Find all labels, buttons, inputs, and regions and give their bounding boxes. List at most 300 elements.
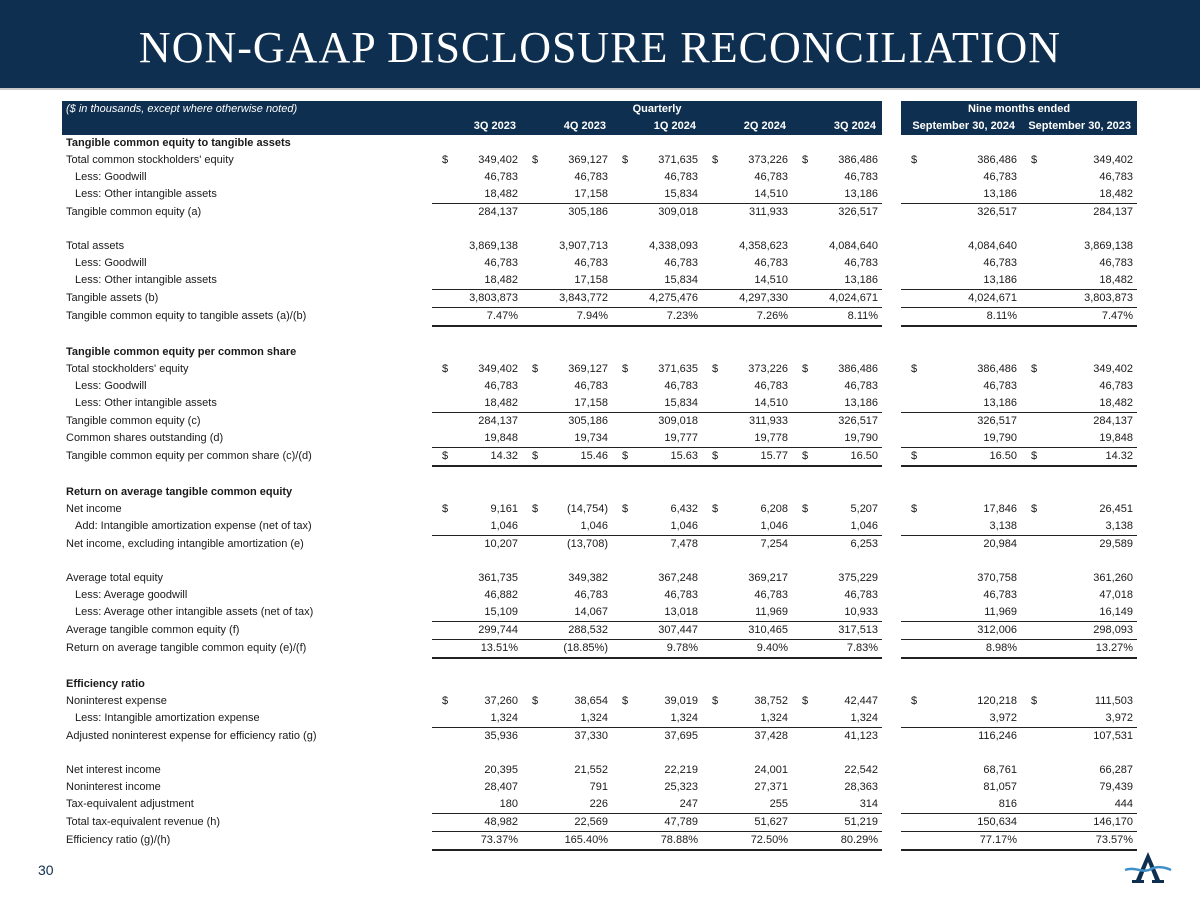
cell-value: (18.85%) <box>563 642 608 654</box>
value-cell <box>432 290 522 308</box>
cell-value: 46,783 <box>754 257 788 269</box>
cell-value: 3,843,772 <box>559 292 608 304</box>
value-cell <box>792 536 882 554</box>
value-cell <box>522 272 612 290</box>
row-label: Tangible common equity to tangible assets <box>66 137 291 149</box>
currency-symbol: $ <box>802 154 809 166</box>
cell-value: 361,260 <box>1093 572 1134 584</box>
value-cell <box>901 204 1021 222</box>
value-cell <box>901 308 1021 327</box>
value-cell <box>612 430 702 448</box>
cell-value: 284,137 <box>1093 415 1134 427</box>
value-cell <box>612 814 702 832</box>
cell-value: (14,754) <box>567 503 608 515</box>
cell-value: 298,093 <box>1093 624 1134 636</box>
row-label: Average total equity <box>66 572 164 584</box>
value-cell <box>901 728 1021 746</box>
value-cell <box>612 395 702 413</box>
value-cell <box>522 361 612 378</box>
value-cell <box>1021 361 1137 378</box>
value-cell <box>702 604 792 622</box>
cell-value: 13,186 <box>983 188 1018 200</box>
cell-value: 15.77 <box>760 450 788 462</box>
row-label: Tangible common equity (a) <box>66 205 202 218</box>
cell-value: 386,486 <box>977 154 1018 166</box>
value-cell <box>522 186 612 204</box>
cell-value: 4,358,623 <box>739 240 788 252</box>
cell-value: 20,984 <box>983 538 1018 550</box>
table-row <box>62 728 1137 746</box>
cell-value: 18,482 <box>1099 274 1134 286</box>
cell-value: 22,569 <box>574 816 608 828</box>
value-cell <box>792 152 882 169</box>
cell-value: 444 <box>1114 798 1134 810</box>
value-cell <box>901 238 1021 255</box>
value-cell <box>702 152 792 169</box>
cell-value: 38,654 <box>574 695 608 707</box>
cell-value: 309,018 <box>658 415 698 427</box>
value-cell <box>702 536 792 554</box>
value-cell <box>612 186 702 204</box>
cell-value: 311,933 <box>749 415 788 427</box>
table-row <box>62 622 1137 640</box>
value-cell <box>901 501 1021 518</box>
value-cell <box>702 204 792 222</box>
cell-value: 51,219 <box>844 816 879 828</box>
company-logo-icon <box>1123 850 1173 884</box>
cell-value: 7.47% <box>1101 310 1134 322</box>
cell-value: 39,019 <box>664 695 698 707</box>
cell-value: 7,254 <box>760 538 788 550</box>
cell-value: 19,790 <box>983 432 1018 444</box>
cell-value: 14.32 <box>1105 450 1134 462</box>
cell-value: 46,783 <box>983 171 1018 183</box>
cell-value: 4,297,330 <box>739 292 788 304</box>
row-label: Net income <box>66 503 122 515</box>
row-label: Less: Goodwill <box>75 257 147 269</box>
value-cell <box>612 570 702 587</box>
row-label: Less: Goodwill <box>75 380 147 392</box>
table-row <box>62 518 1137 536</box>
spacer-row <box>62 326 1137 344</box>
cell-value: 361,735 <box>478 572 518 584</box>
cell-value: 51,627 <box>754 816 788 828</box>
value-cell <box>522 308 612 327</box>
cell-value: 13,186 <box>844 188 879 200</box>
value-cell <box>1021 587 1137 604</box>
value-cell <box>432 779 522 796</box>
value-cell <box>1021 378 1137 395</box>
currency-symbol: $ <box>802 503 809 515</box>
currency-symbol: $ <box>622 154 629 166</box>
value-cell <box>702 814 792 832</box>
value-cell <box>612 152 702 169</box>
value-cell <box>1021 796 1137 814</box>
table-row <box>62 832 1137 851</box>
value-cell <box>432 378 522 395</box>
cell-value: 41,123 <box>844 730 879 742</box>
cell-value: 1,324 <box>850 712 879 724</box>
value-cell <box>612 640 702 659</box>
value-cell <box>792 587 882 604</box>
value-cell <box>792 186 882 204</box>
cell-value: 4,084,640 <box>968 240 1018 252</box>
cell-value: 13,186 <box>983 397 1018 409</box>
cell-value: 305,186 <box>568 206 608 218</box>
cell-value: 1,046 <box>760 520 788 532</box>
value-cell <box>901 395 1021 413</box>
value-cell <box>901 413 1021 431</box>
cell-value: 37,428 <box>754 730 788 742</box>
value-cell <box>792 832 882 851</box>
value-cell <box>432 501 522 518</box>
cell-value: 46,783 <box>1099 257 1134 269</box>
cell-value: 46,783 <box>844 589 879 601</box>
row-label: Add: Intangible amortization expense (net of tax) <box>75 520 312 533</box>
currency-symbol: $ <box>1031 363 1038 375</box>
value-cell <box>522 622 612 640</box>
value-cell <box>612 308 702 327</box>
value-cell <box>522 762 612 779</box>
cell-value: 25,323 <box>664 781 698 793</box>
value-cell <box>702 169 792 186</box>
cell-value: 349,402 <box>1093 154 1134 166</box>
value-cell <box>901 290 1021 308</box>
cell-value: 107,531 <box>1093 730 1134 742</box>
cell-value: 18,482 <box>484 397 518 409</box>
table-row <box>62 378 1137 395</box>
cell-value: 369,127 <box>568 154 608 166</box>
currency-symbol: $ <box>442 154 449 166</box>
value-cell <box>612 361 702 378</box>
value-cell <box>432 255 522 272</box>
value-cell <box>432 728 522 746</box>
value-cell <box>522 796 612 814</box>
value-cell <box>702 762 792 779</box>
table-row <box>62 693 1137 710</box>
cell-value: 369,217 <box>748 572 788 584</box>
table-row <box>62 290 1137 308</box>
value-cell <box>1021 272 1137 290</box>
cell-value: 29,589 <box>1099 538 1134 550</box>
cell-value: 305,186 <box>568 415 608 427</box>
row-label: Total assets <box>66 240 125 252</box>
cell-value: 19,734 <box>574 432 608 444</box>
cell-value: 6,208 <box>760 503 788 515</box>
value-cell <box>522 536 612 554</box>
value-cell <box>702 238 792 255</box>
cell-value: 46,783 <box>484 171 518 183</box>
cell-value: 1,046 <box>670 520 698 532</box>
currency-symbol: $ <box>532 695 539 707</box>
cell-value: 14,510 <box>754 188 788 200</box>
value-cell <box>792 378 882 395</box>
value-cell <box>612 832 702 851</box>
cell-value: 9.40% <box>756 642 788 654</box>
cell-value: 4,338,093 <box>649 240 698 252</box>
currency-symbol: $ <box>911 450 918 462</box>
cell-value: 7.83% <box>846 642 879 654</box>
cell-value: 180 <box>499 798 518 810</box>
value-cell <box>901 518 1021 536</box>
value-cell <box>901 604 1021 622</box>
value-cell <box>522 152 612 169</box>
cell-value: 10,933 <box>844 606 879 618</box>
cell-value: 326,517 <box>838 206 879 218</box>
cell-value: 18,482 <box>484 188 518 200</box>
value-cell <box>901 536 1021 554</box>
value-cell <box>432 762 522 779</box>
row-label: Average tangible common equity (f) <box>66 624 240 636</box>
currency-symbol: $ <box>712 450 719 462</box>
value-cell <box>522 604 612 622</box>
cell-value: 28,363 <box>844 781 879 793</box>
value-cell <box>522 587 612 604</box>
value-cell <box>432 832 522 851</box>
value-cell <box>792 255 882 272</box>
value-cell <box>612 413 702 431</box>
cell-value: 8.11% <box>847 310 879 322</box>
cell-value: 3,869,138 <box>1084 240 1134 252</box>
value-cell <box>901 693 1021 710</box>
table-row <box>62 204 1137 222</box>
value-cell <box>1021 169 1137 186</box>
cell-value: 19,848 <box>484 432 518 444</box>
cell-value: 15,834 <box>664 397 698 409</box>
cell-value: 7,478 <box>670 538 698 550</box>
table-row <box>62 186 1137 204</box>
cell-value: 386,486 <box>977 363 1018 375</box>
cell-value: 4,024,671 <box>968 292 1018 304</box>
currency-symbol: $ <box>911 154 918 166</box>
cell-value: 3,907,713 <box>559 240 608 252</box>
value-cell <box>702 728 792 746</box>
cell-value: 8.11% <box>986 310 1018 322</box>
value-cell <box>1021 448 1137 467</box>
cell-value: 7.26% <box>756 310 788 322</box>
cell-value: 13,186 <box>844 397 879 409</box>
cell-value: 17,158 <box>574 188 608 200</box>
table-row <box>62 395 1137 413</box>
cell-value: 46,882 <box>484 589 518 601</box>
value-cell <box>522 430 612 448</box>
value-cell <box>432 693 522 710</box>
value-cell <box>612 693 702 710</box>
value-cell <box>432 622 522 640</box>
value-cell <box>1021 762 1137 779</box>
value-cell <box>901 186 1021 204</box>
value-cell <box>612 290 702 308</box>
cell-value: 10,207 <box>484 538 518 550</box>
value-cell <box>612 536 702 554</box>
value-cell <box>702 710 792 728</box>
cell-value: 6,253 <box>850 538 879 550</box>
cell-value: 46,783 <box>664 589 698 601</box>
currency-symbol: $ <box>1031 450 1038 462</box>
value-cell <box>702 640 792 659</box>
cell-value: 46,783 <box>754 380 788 392</box>
value-cell <box>522 814 612 832</box>
value-cell <box>432 536 522 554</box>
cell-value: 18,482 <box>1099 397 1134 409</box>
cell-value: 46,783 <box>664 171 698 183</box>
cell-value: 5,207 <box>850 503 879 515</box>
reconciliation-table <box>62 101 1137 851</box>
title-banner <box>0 0 1200 90</box>
value-cell <box>792 290 882 308</box>
cell-value: 46,783 <box>754 589 788 601</box>
table-row <box>62 308 1137 327</box>
currency-symbol: $ <box>911 695 918 707</box>
value-cell <box>901 361 1021 378</box>
currency-symbol: $ <box>802 363 809 375</box>
value-cell <box>901 587 1021 604</box>
table-row <box>62 640 1137 659</box>
cell-value: 18,482 <box>1099 188 1134 200</box>
cell-value: 1,324 <box>490 712 518 724</box>
cell-value: 1,324 <box>760 712 788 724</box>
table-row <box>62 413 1137 431</box>
cell-value: 13,186 <box>844 274 879 286</box>
cell-value: 26,451 <box>1099 503 1134 515</box>
table-row <box>62 796 1137 814</box>
section-header-row <box>62 676 1137 693</box>
value-cell <box>522 395 612 413</box>
value-cell <box>1021 152 1137 169</box>
row-label: Less: Average goodwill <box>75 589 188 601</box>
cell-value: 22,542 <box>844 764 879 776</box>
cell-value: 46,783 <box>574 257 608 269</box>
value-cell <box>792 238 882 255</box>
value-cell <box>522 413 612 431</box>
table-row <box>62 814 1137 832</box>
table-row <box>62 570 1137 587</box>
value-cell <box>702 587 792 604</box>
cell-value: 3,138 <box>989 520 1018 532</box>
cell-value: 284,137 <box>478 206 518 218</box>
cell-value: 15,109 <box>484 606 518 618</box>
value-cell <box>702 501 792 518</box>
value-cell <box>522 290 612 308</box>
value-cell <box>432 814 522 832</box>
cell-value: 46,783 <box>1099 171 1134 183</box>
currency-symbol: $ <box>911 503 918 515</box>
value-cell <box>1021 604 1137 622</box>
cell-value: 309,018 <box>658 206 698 218</box>
cell-value: 11,969 <box>984 606 1018 618</box>
currency-symbol: $ <box>1031 503 1038 515</box>
cell-value: 46,783 <box>664 380 698 392</box>
cell-value: 14,510 <box>754 397 788 409</box>
table-row <box>62 779 1137 796</box>
value-cell <box>1021 186 1137 204</box>
value-cell <box>792 693 882 710</box>
value-cell <box>612 604 702 622</box>
row-label: Less: Average other intangible assets (net of tax) <box>75 606 314 619</box>
currency-symbol: $ <box>1031 695 1038 707</box>
table-row <box>62 238 1137 255</box>
currency-symbol: $ <box>442 450 449 462</box>
value-cell <box>792 570 882 587</box>
table-row <box>62 501 1137 518</box>
value-cell <box>612 518 702 536</box>
cell-value: 3,138 <box>1105 520 1134 532</box>
page-title: NON-GAAP DISCLOSURE RECONCILIATION <box>138 23 1062 72</box>
value-cell <box>702 779 792 796</box>
cell-value: 791 <box>589 781 608 793</box>
cell-value: 4,275,476 <box>649 292 698 304</box>
cell-value: 13.51% <box>480 642 518 654</box>
cell-value: 326,517 <box>838 415 879 427</box>
cell-value: 6,432 <box>670 503 698 515</box>
row-label: Tangible common equity per common share (c)/(d) <box>66 450 312 463</box>
cell-value: 46,783 <box>844 257 879 269</box>
cell-value: 371,635 <box>658 154 698 166</box>
value-cell <box>901 448 1021 467</box>
cell-value: 311,933 <box>749 206 788 218</box>
value-cell <box>432 308 522 327</box>
cell-value: 317,513 <box>838 624 879 636</box>
value-cell <box>792 779 882 796</box>
value-cell <box>901 272 1021 290</box>
cell-value: 375,229 <box>838 572 879 584</box>
value-cell <box>702 448 792 467</box>
cell-value: 72.50% <box>750 834 788 846</box>
cell-value: 42,447 <box>844 695 879 707</box>
value-cell <box>432 361 522 378</box>
value-cell <box>702 413 792 431</box>
cell-value: 370,758 <box>977 572 1018 584</box>
row-label: Less: Other intangible assets <box>75 188 217 201</box>
cell-value: 247 <box>679 798 698 810</box>
value-cell <box>702 430 792 448</box>
cell-value: 17,846 <box>983 503 1018 515</box>
value-cell <box>901 640 1021 659</box>
currency-symbol: $ <box>442 503 449 515</box>
table-row <box>62 604 1137 622</box>
cell-value: 371,635 <box>658 363 698 375</box>
cell-value: 373,226 <box>748 363 788 375</box>
table-row <box>62 169 1137 186</box>
units-note: ($ in thousands, except where otherwise noted) <box>62 101 432 118</box>
currency-symbol: $ <box>442 363 449 375</box>
value-cell <box>702 272 792 290</box>
value-cell <box>1021 501 1137 518</box>
cell-value: 1,046 <box>580 520 608 532</box>
value-cell <box>432 518 522 536</box>
cell-value: 310,465 <box>748 624 788 636</box>
value-cell <box>432 204 522 222</box>
cell-value: 13,186 <box>983 274 1018 286</box>
spacer-row <box>62 221 1137 238</box>
cell-value: 4,084,640 <box>829 240 879 252</box>
row-label: Tangible common equity (c) <box>66 414 201 427</box>
currency-symbol: $ <box>532 154 539 166</box>
cell-value: 3,803,873 <box>469 292 518 304</box>
value-cell <box>432 710 522 728</box>
value-cell <box>612 710 702 728</box>
value-cell <box>901 779 1021 796</box>
value-cell <box>792 762 882 779</box>
cell-value: 47,018 <box>1099 589 1134 601</box>
cell-value: 38,752 <box>754 695 788 707</box>
table-row <box>62 448 1137 467</box>
value-cell <box>1021 255 1137 272</box>
cell-value: 46,783 <box>983 589 1018 601</box>
cell-value: 66,287 <box>1099 764 1134 776</box>
value-cell <box>432 604 522 622</box>
row-label: Return on average tangible common equity (e)/(f) <box>66 642 307 655</box>
